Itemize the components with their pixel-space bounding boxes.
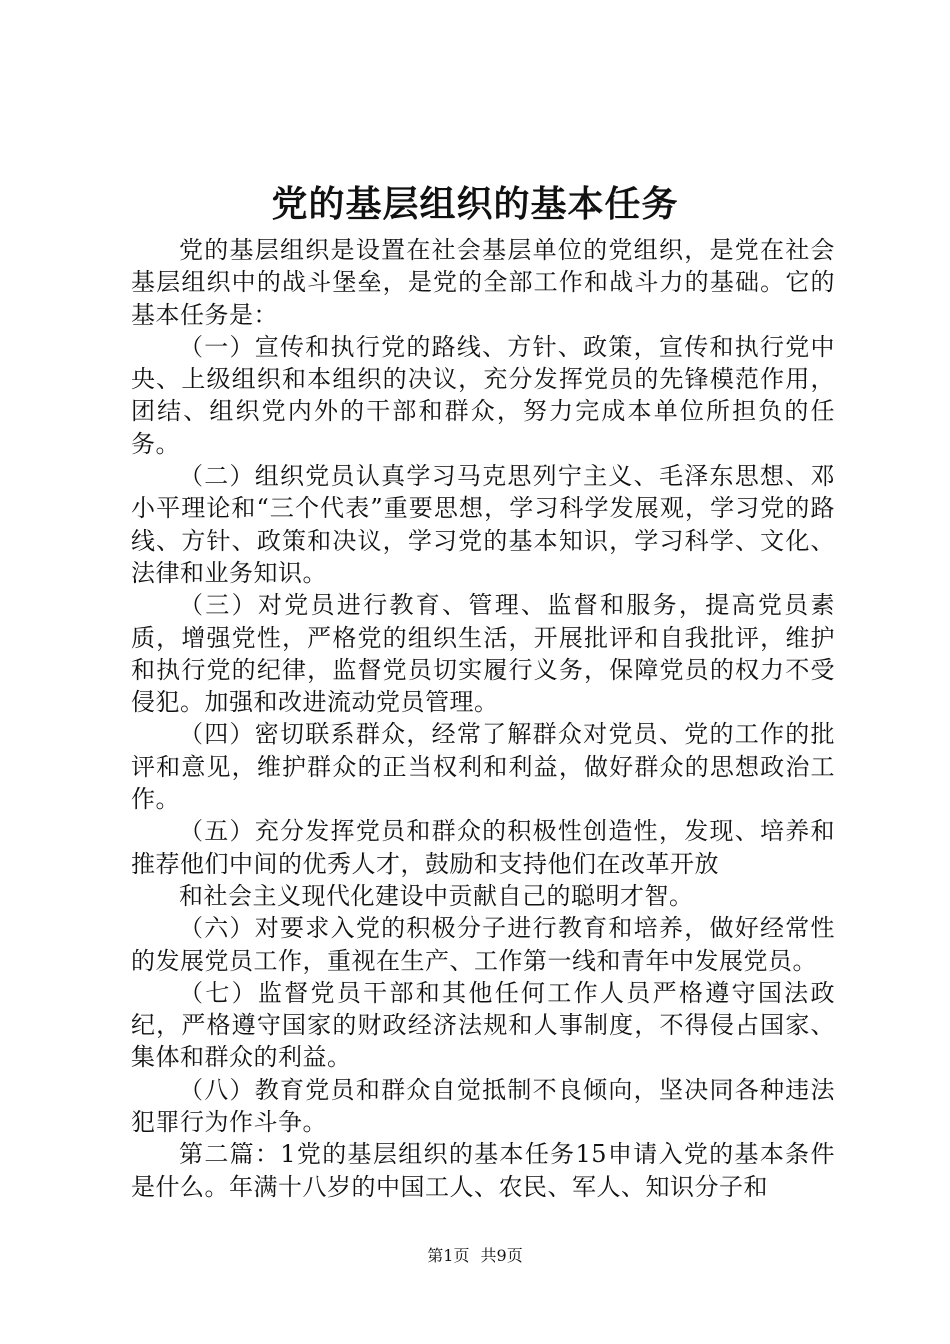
paragraph-intro: 党的基层组织是设置在社会基层单位的党组织，是党在社会基层组织中的战斗堡垒，是党的全部工作和战斗力的基础。它的基本任务是： [131,236,835,329]
paragraph-task-7: （七）监督党员干部和其他任何工作人员严格遵守国法政纪，严格遵守国家的财政经济法规和人事制度，不得侵占国家、集体和群众的利益。 [131,978,835,1072]
paragraph-task-1: （一）宣传和执行党的路线、方针、政策，宣传和执行党中央、上级组织和本组织的决议，充分发挥党员的先锋模范作用，团结、组织党内外的干部和群众，努力完成本单位所担负的任务。 [131,332,835,458]
paragraph-task-3: （三）对党员进行教育、管理、监督和服务，提高党员素质，增强党性，严格党的组织生活，开展批评和自我批评，维护和执行党的纪律，监督党员切实履行义务，保障党员的权力不受侵犯。加强和改进流动党员管理。 [131,591,835,717]
paragraph-task-5: （五）充分发挥党员和群众的积极性创造性，发现、培养和推荐他们中间的优秀人才，鼓励和支持他们在改革开放 [131,817,835,878]
paragraph-task-5-continued: 和社会主义现代化建设中贡献自己的聪明才智。 [179,881,694,910]
document-title: 党的基层组织的基本任务 [271,183,679,225]
page-footer [0,1246,950,1266]
document-body [131,234,835,1203]
page-number: 第1页 [427,1246,470,1265]
paragraph-task-6: （六）对要求入党的积极分子进行教育和培养，做好经常性的发展党员工作，重视在生产、工作第一线和青年中发展党员。 [131,914,835,975]
paragraph-task-2: （二）组织党员认真学习马克思列宁主义、毛泽东思想、邓小平理论和“三个代表”重要思想，学习科学发展观，学习党的路线、方针、政策和决议，学习党的基本知识，学习科学、文化、法律和业务知识。 [131,462,835,587]
paragraph-second-article: 第二篇：1党的基层组织的基本任务15申请入党的基本条件是什么。年满十八岁的中国工人、农民、军人、知识分子和 [131,1140,835,1201]
page-total: 共9页 [480,1246,523,1265]
paragraph-task-4: （四）密切联系群众，经常了解群众对党员、党的工作的批评和意见，维护群众的正当权利和利益，做好群众的思想政治工作。 [131,720,835,814]
paragraph-task-8: （八）教育党员和群众自觉抵制不良倾向，坚决同各种违法犯罪行为作斗争。 [131,1075,835,1137]
